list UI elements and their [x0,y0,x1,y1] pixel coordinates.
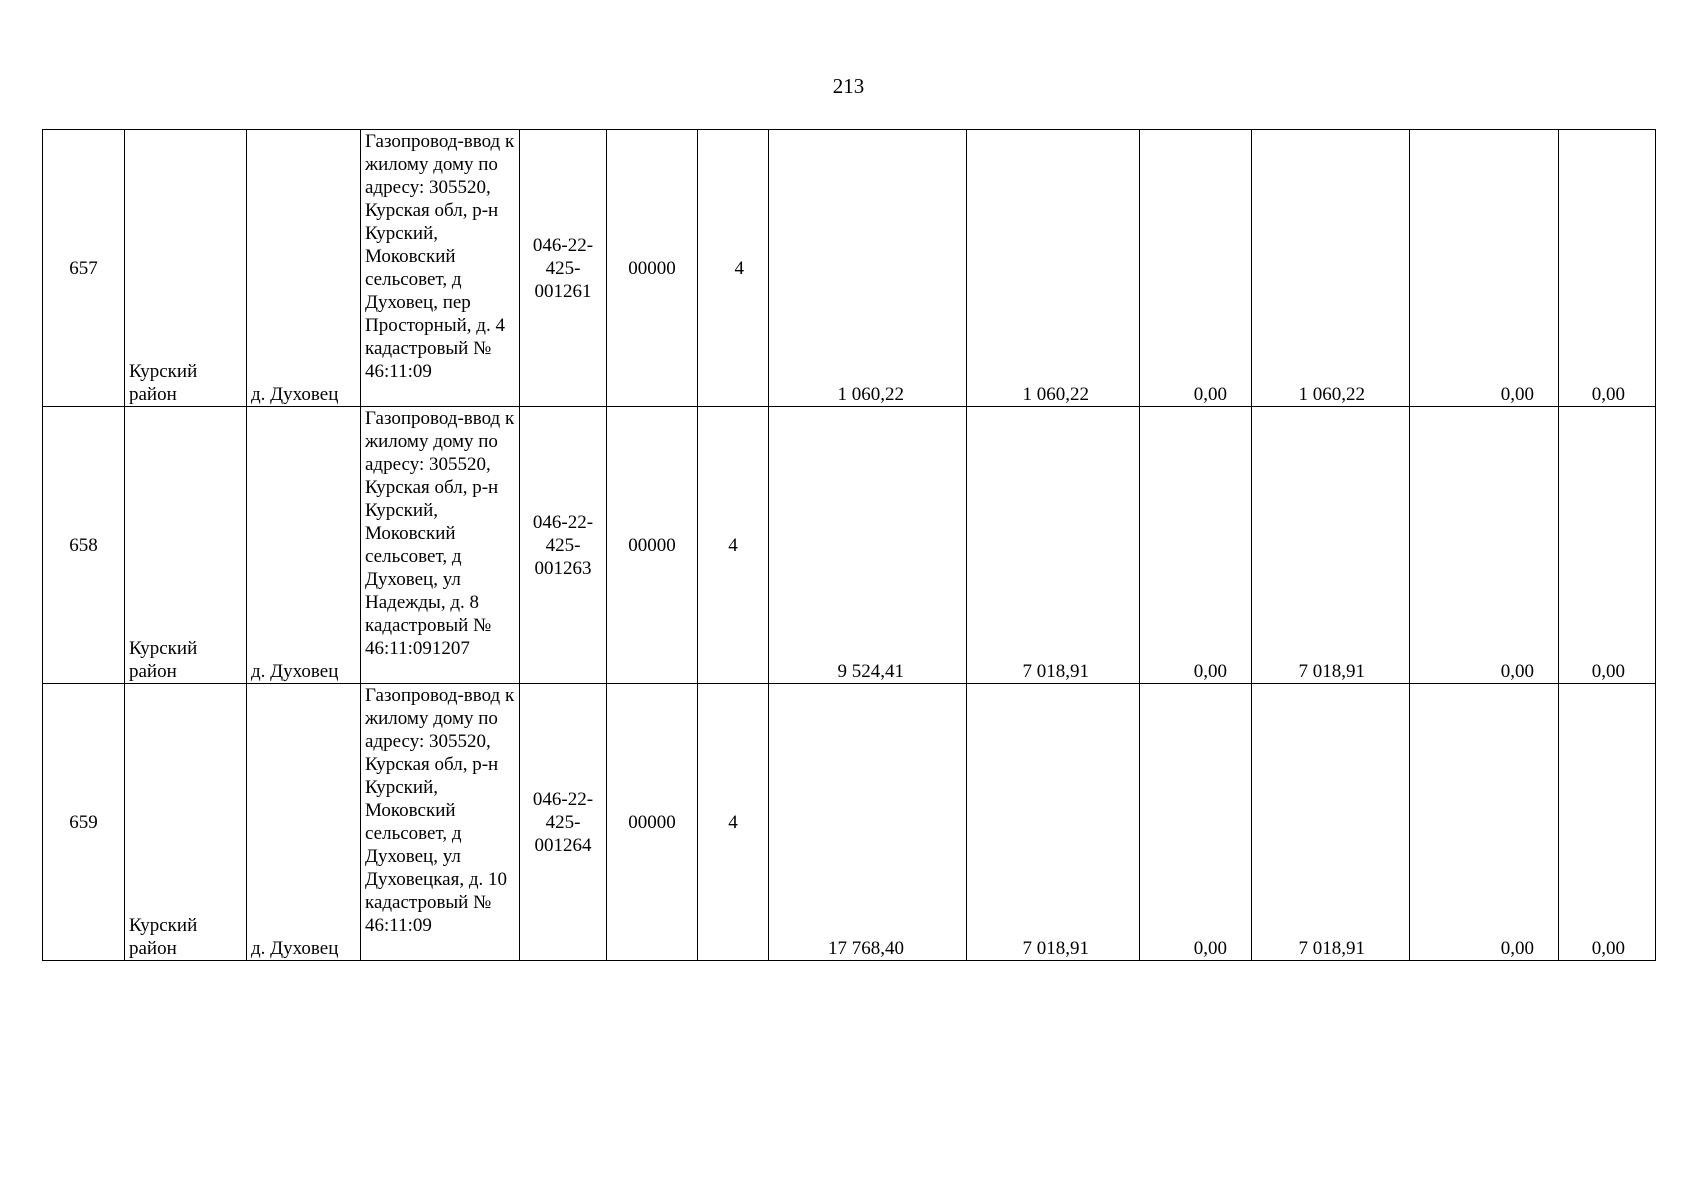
row-number: 657 [43,130,125,407]
registry-code-cell: 046-22-425-001263 [520,407,607,684]
description-text: Газопровод-ввод к жилому дому по адресу: 305520, Курская обл, р-н Курский, Моковский сельсовет, д Духовец, ул Надежды, д. 8 кадастровый № 46:11:091207 [365,408,515,659]
registry-code-cell: 046-22-425-001264 [520,684,607,961]
amount-cell-5: 0,00 [1410,684,1559,961]
amount-cell-2: 7 018,91 [967,407,1140,684]
amount-cell-3: 0,00 [1140,130,1252,407]
asset-register-table [42,129,1656,961]
district-cell: Курский район [125,407,247,684]
village-cell: д. Духовец [247,130,361,407]
okof-code-cell: 00000 [607,407,698,684]
amount-cell-2: 1 060,22 [967,130,1140,407]
description-cell [361,130,520,407]
district-cell: Курский район [125,684,247,961]
group-cell: 4 [698,684,769,961]
table-row [43,130,1656,407]
description-text: Газопровод-ввод к жилому дому по адресу: 305520, Курская обл, р-н Курский, Моковский сельсовет, д Духовец, пер Просторный, д. 4 кадастровый № 46:11:09 [365,131,515,382]
okof-code-cell: 00000 [607,130,698,407]
amount-cell-1: 9 524,41 [769,407,967,684]
description-cell [361,684,520,961]
table-row [43,684,1656,961]
group-cell: 4 [698,407,769,684]
group-cell: 4 [698,130,769,407]
amount-cell-2: 7 018,91 [967,684,1140,961]
amount-cell-6: 0,00 [1559,407,1656,684]
description-text: Газопровод-ввод к жилому дому по адресу: 305520, Курская обл, р-н Курский, Моковский сельсовет, д Духовец, ул Духовецкая, д. 10 кадастровый № 46:11:09 [365,685,515,936]
amount-cell-6: 0,00 [1559,130,1656,407]
amount-cell-5: 0,00 [1410,407,1559,684]
village-cell: д. Духовец [247,407,361,684]
village-cell: д. Духовец [247,684,361,961]
amount-cell-4: 1 060,22 [1252,130,1410,407]
amount-cell-1: 1 060,22 [769,130,967,407]
amount-cell-4: 7 018,91 [1252,407,1410,684]
row-number: 658 [43,407,125,684]
page-number: 213 [832,74,865,98]
amount-cell-3: 0,00 [1140,407,1252,684]
district-cell: Курский район [125,130,247,407]
row-number: 659 [43,684,125,961]
registry-code-cell: 046-22-425-001261 [520,130,607,407]
description-cell [361,407,520,684]
amount-cell-6: 0,00 [1559,684,1656,961]
amount-cell-1: 17 768,40 [769,684,967,961]
amount-cell-5: 0,00 [1410,130,1559,407]
amount-cell-4: 7 018,91 [1252,684,1410,961]
amount-cell-3: 0,00 [1140,684,1252,961]
okof-code-cell: 00000 [607,684,698,961]
table-row [43,407,1656,684]
